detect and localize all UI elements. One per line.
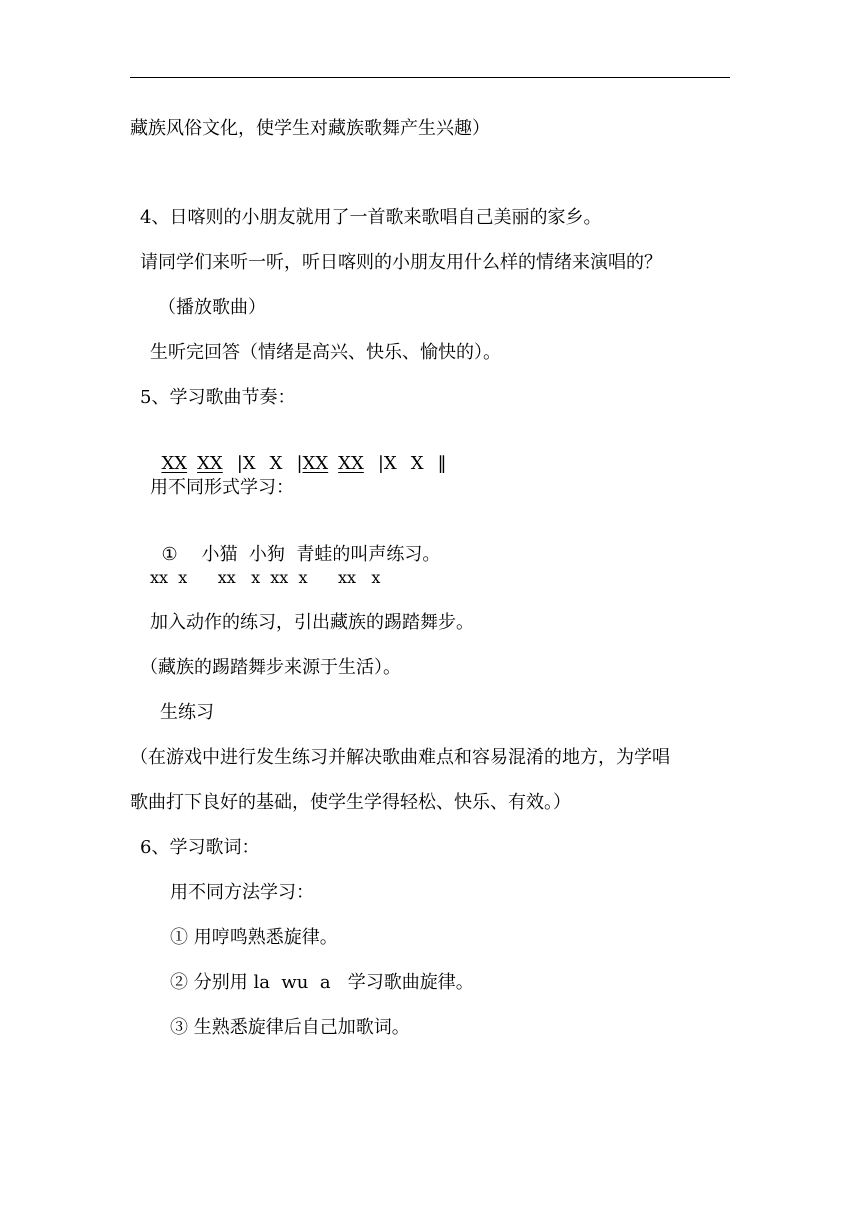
rhythm-syllables: xx x xx x xx x xx x [150, 568, 381, 587]
text-line: 加入动作的练习，引出藏族的踢踏舞步。 [150, 612, 474, 633]
text-line: 请同学们来听一听，听日喀则的小朋友用什么样的情绪来演唱的？ [140, 252, 662, 273]
text-line: ② 分别用 la wu a 学习歌曲旋律。 [170, 972, 474, 993]
text-line: 小猫 小狗 青蛙的叫声练习。 [201, 544, 441, 565]
text-line: 6、学习歌词： [140, 837, 260, 858]
rhythm-note: XX [161, 453, 188, 474]
text-line-numbered [150, 522, 441, 565]
rhythm-barline: ‖ [437, 453, 447, 474]
rhythm-note: XX [302, 453, 329, 474]
header-rule [130, 77, 730, 78]
text-line: （在游戏中进行发生练习并解决歌曲难点和容易混淆的地方，为学唱 [130, 747, 670, 768]
rhythm-note: X [410, 453, 424, 474]
text-line: （藏族的踢踏舞步来源于生活）。 [140, 657, 401, 678]
rhythm-notation [150, 431, 447, 474]
text-line: （播放歌曲） [158, 297, 266, 318]
rhythm-note: XX [338, 453, 364, 474]
rhythm-note: XX [197, 453, 223, 474]
text-line: 用不同形式学习： [150, 477, 294, 498]
circled-number: ① [161, 544, 178, 565]
text-line: ① 用哼鸣熟悉旋律。 [170, 927, 338, 948]
rhythm-barline: | [296, 453, 303, 474]
text-line: 生练习 [160, 702, 214, 723]
text-line: 用不同方法学习： [170, 882, 314, 903]
text-line: 5、学习歌曲节奏： [140, 387, 296, 408]
rhythm-note: X [269, 453, 283, 474]
rhythm-note: |X [377, 453, 397, 474]
text-line: ③ 生熟悉旋律后自己加歌词。 [170, 1017, 410, 1038]
text-line: 藏族风俗文化，使学生对藏族歌舞产生兴趣） [130, 118, 490, 139]
text-line: 生听完回答（情绪是高兴、快乐、愉快的）。 [150, 342, 501, 363]
text-line: 4、日喀则的小朋友就用了一首歌来歌唱自己美丽的家乡。 [140, 207, 602, 228]
rhythm-note: |X [236, 453, 256, 474]
text-line: 歌曲打下良好的基础，使学生学得轻松、快乐、有效。） [130, 792, 571, 813]
